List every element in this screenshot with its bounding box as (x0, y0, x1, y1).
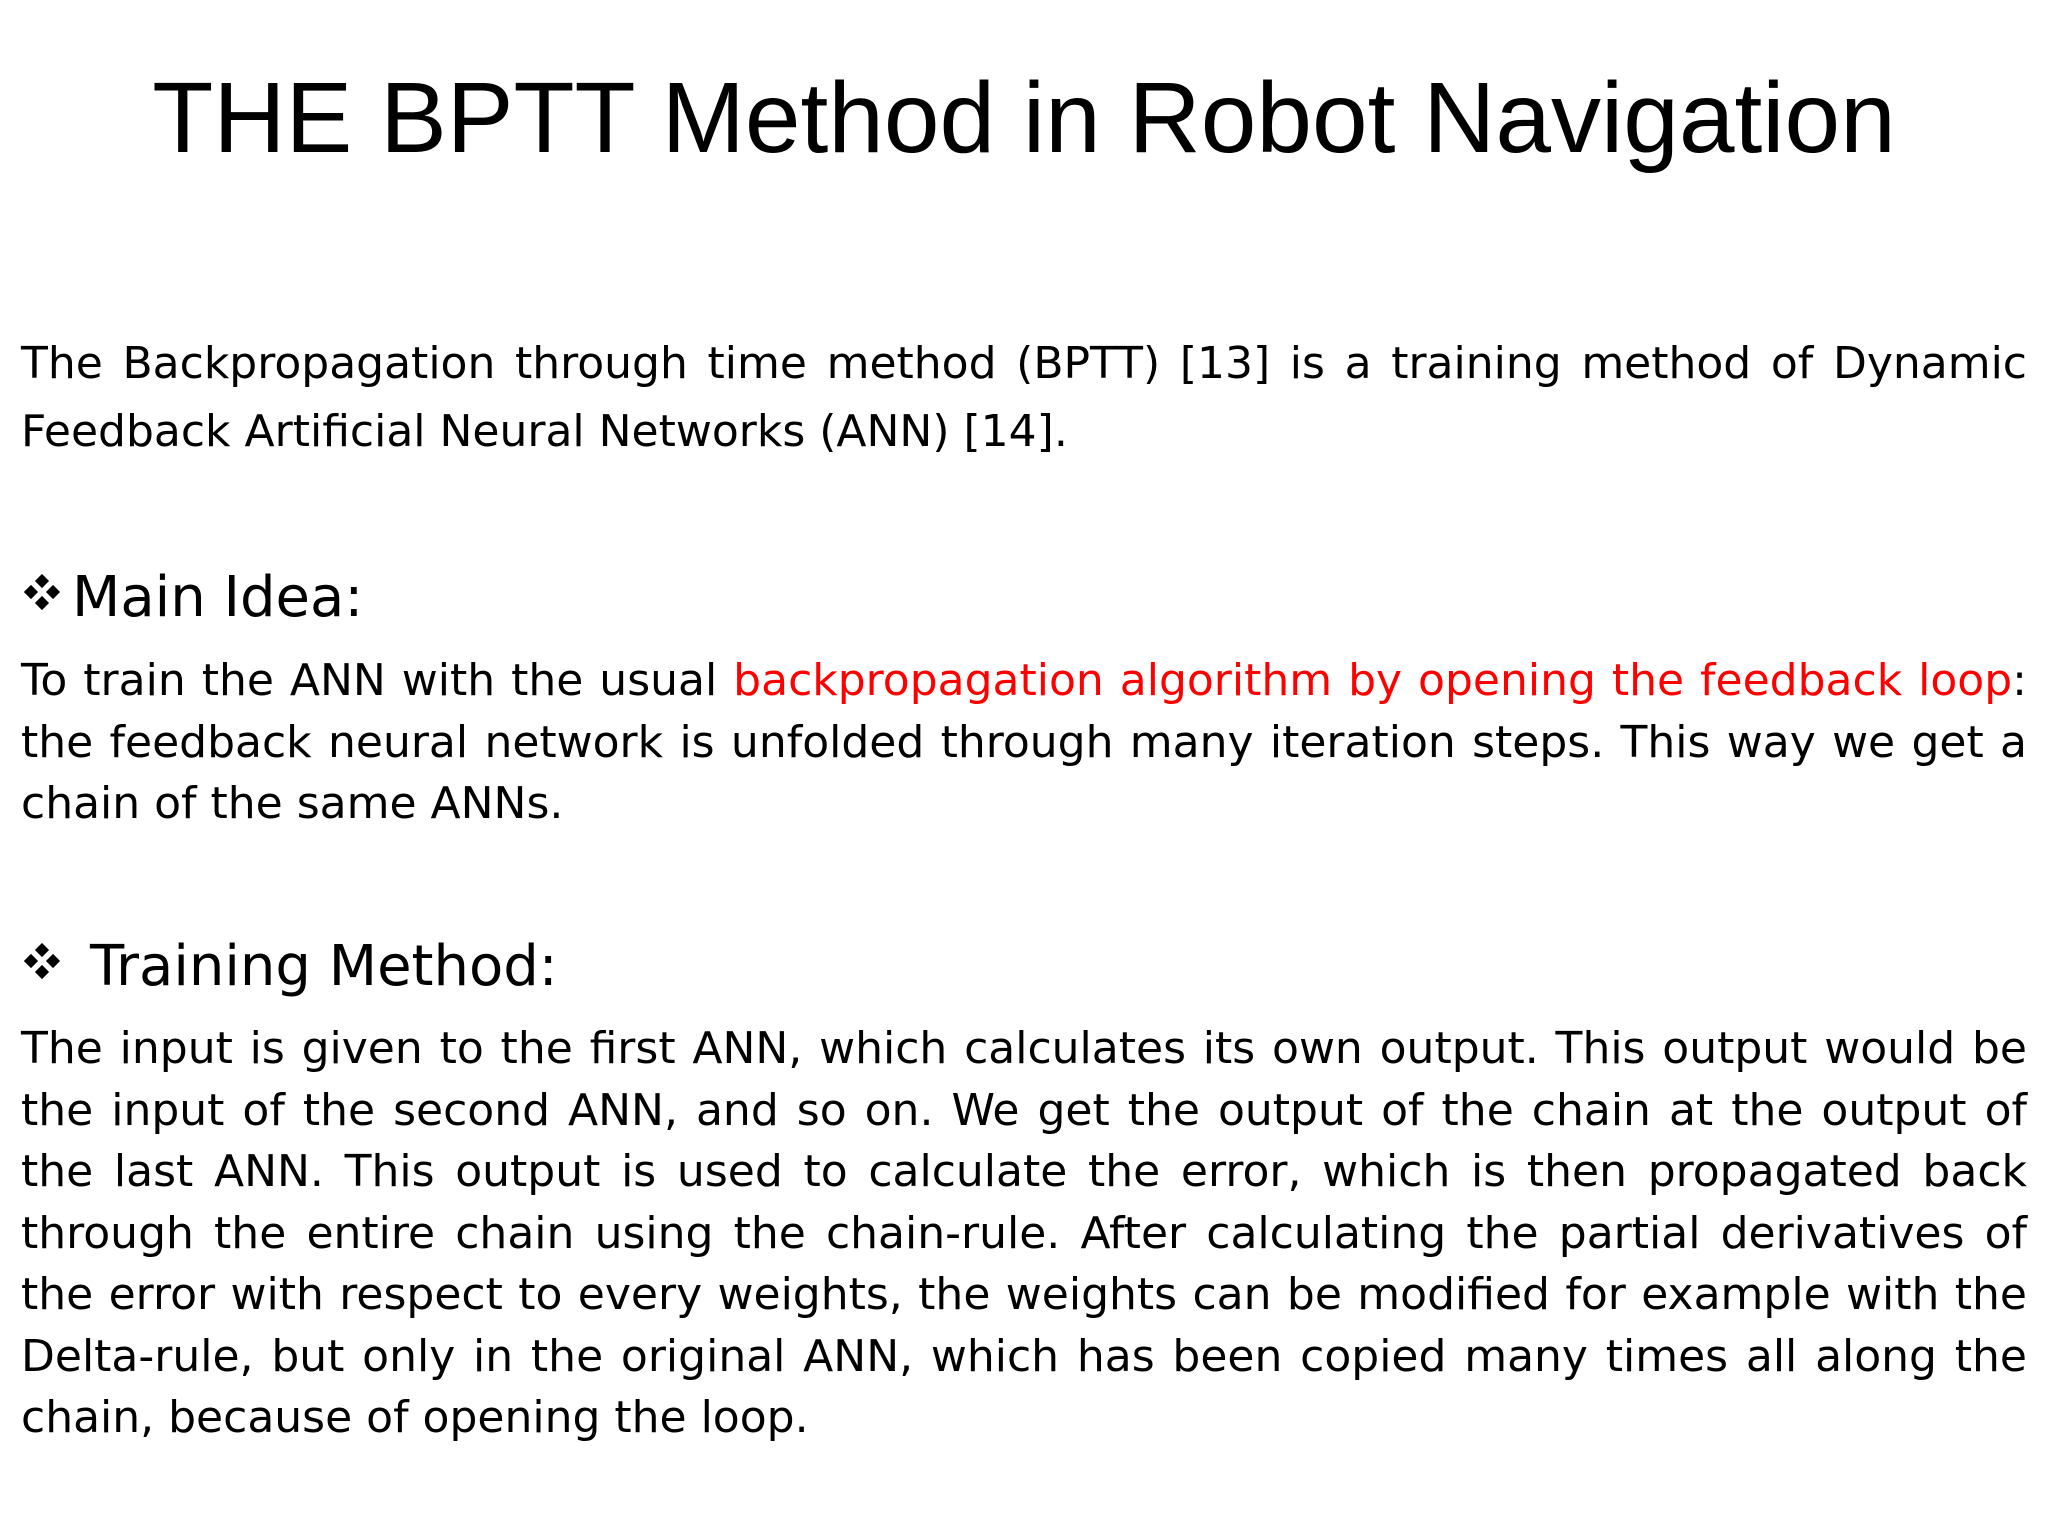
section-heading-training-method (24, 932, 558, 1002)
main-idea-text-start: To train the ANN with the usual (21, 655, 734, 706)
main-idea-highlight: backpropagation algorithm by opening the feedback loop (733, 655, 2013, 706)
diamond-bullet-icon (24, 574, 64, 614)
section-heading-label: Main Idea: (72, 565, 364, 630)
section-heading-label: Training Method: (90, 934, 558, 999)
main-idea-text-end: : the feedback neural network is unfolded through many iteration steps. This way we get a chain of the same ANNs. (21, 655, 2027, 829)
intro-paragraph: The Backpropagation through time method (BPTT) [13] is a training method of Dynamic Feedback Artificial Neural Networks (ANN) [14]. (21, 338, 2027, 457)
slide-title: THE BPTT Method in Robot Navigation (152, 62, 1896, 174)
main-idea-paragraph (21, 650, 2027, 835)
section-heading-main-idea (24, 563, 363, 633)
training-method-paragraph: The input is given to the first ANN, which calculates its own output. This output would be the input of the second ANN, and so on. We get the output of the chain at the output of the last ANN. This output is used to calculate the error, which is then propagated back through the entire chain using the chain-rule. After calculating the partial derivatives of the error with respect to every weights, the weights can be modified for example with the Delta-rule, but only in the original ANN, which has been copied many times all along the chain, because of opening the loop. (21, 1023, 2027, 1443)
diamond-bullet-icon (24, 943, 64, 983)
